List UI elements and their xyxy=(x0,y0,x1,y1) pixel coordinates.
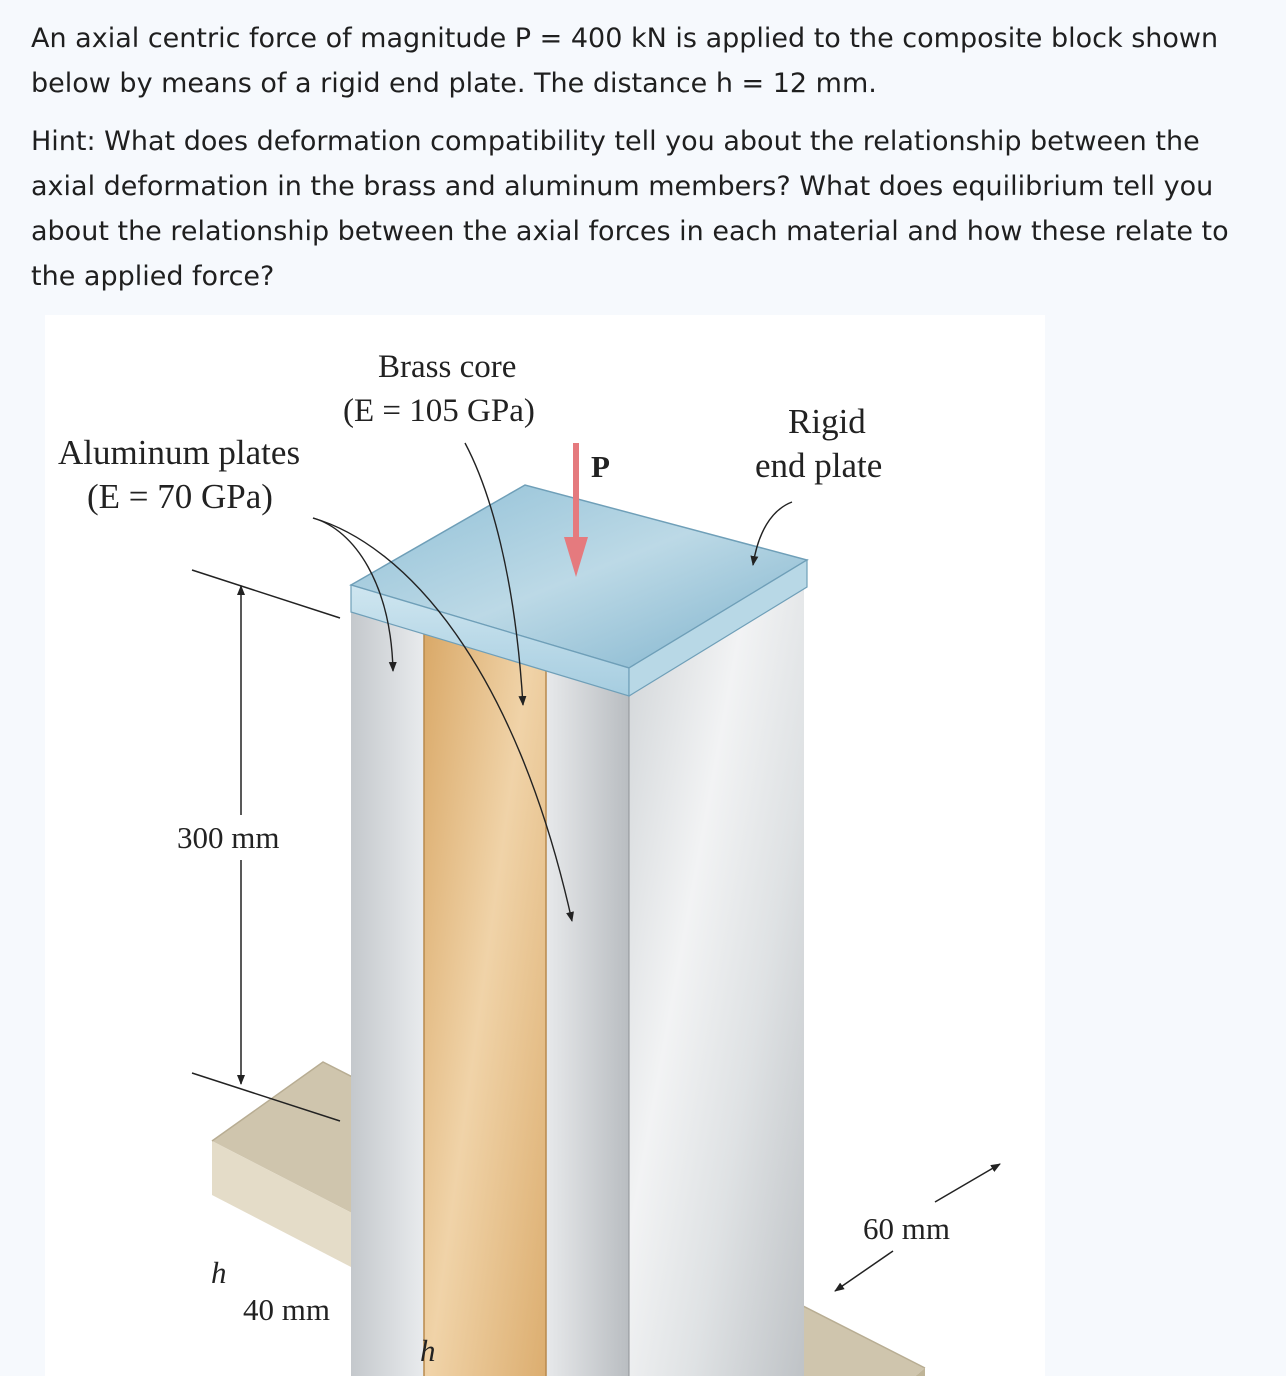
composite-block xyxy=(351,567,804,1376)
aluminum-modulus: (E = 70 GPa) xyxy=(87,477,273,516)
composite-block-figure xyxy=(45,315,1045,1376)
problem-text xyxy=(31,16,1261,299)
brass-modulus: (E = 105 GPa) xyxy=(343,393,535,429)
brass-label: Brass core xyxy=(378,349,517,385)
problem-statement: An axial centric force of magnitude P = 400 kN is applied to the composite block shown below by means of a rigid end plate. The distance h = 12 mm. xyxy=(31,23,1219,99)
force-label: P xyxy=(591,449,610,484)
figure-svg xyxy=(45,315,1045,1376)
plate-label-line2: end plate xyxy=(755,446,883,485)
brass-core-face xyxy=(424,623,546,1376)
dim-h-right-label: h xyxy=(420,1333,436,1368)
dim-depth-label: 60 mm xyxy=(863,1211,950,1246)
dim-h-left-label: h xyxy=(211,1255,227,1290)
problem-hint: Hint: What does deformation compatibility tell you about the relationship between the axial deformation in the brass and aluminum members? What does equilibrium tell you about the relationship between the axial forces in each material and how these relate to the applied force? xyxy=(31,126,1229,292)
aluminum-side-face xyxy=(629,567,804,1376)
dim-height-label: 300 mm xyxy=(177,820,280,855)
plate-label-line1: Rigid xyxy=(788,402,866,441)
dim-width-label: 40 mm xyxy=(243,1292,330,1327)
aluminum-label: Aluminum plates xyxy=(58,433,301,472)
